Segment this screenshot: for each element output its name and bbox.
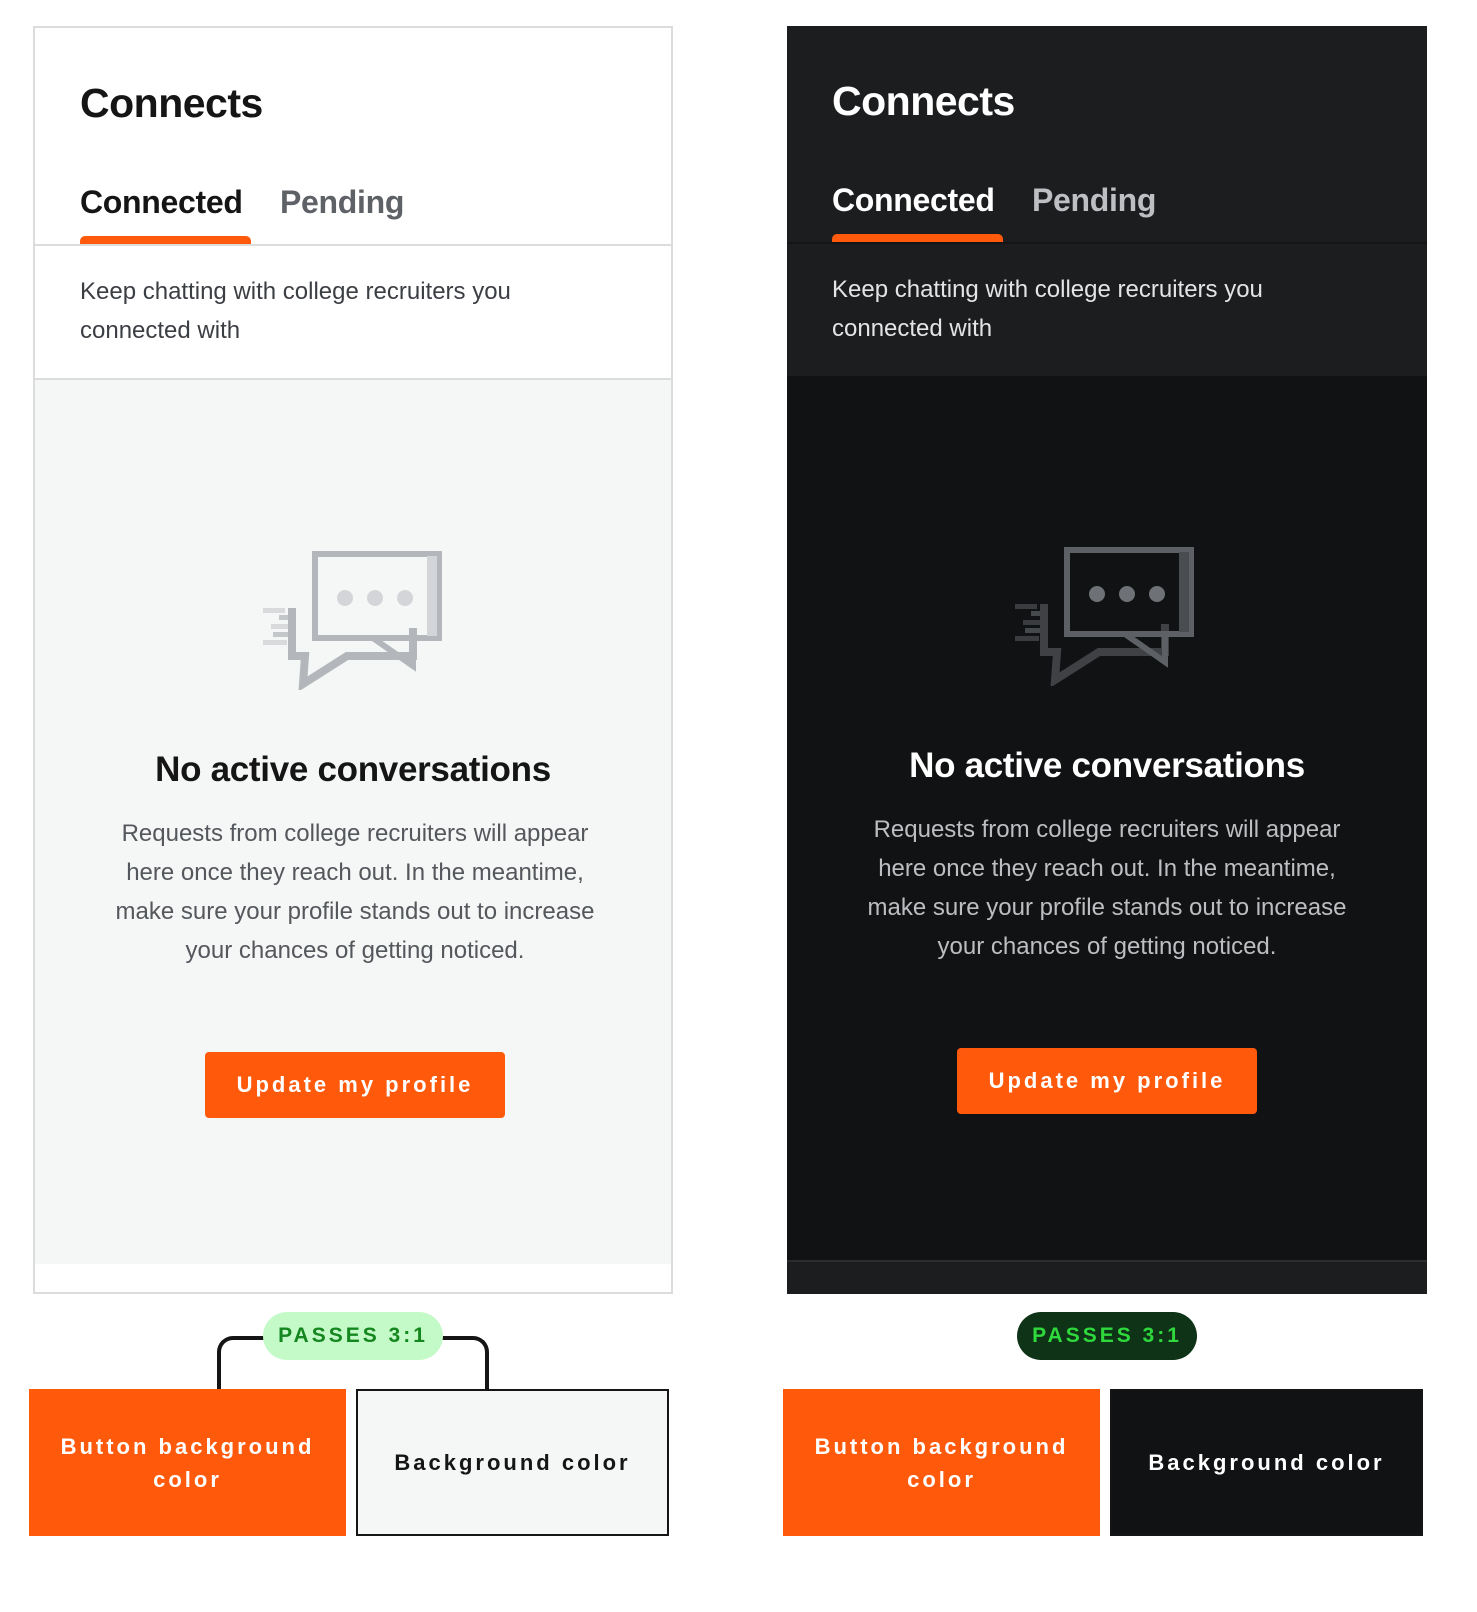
- tab-connected[interactable]: Connected: [80, 184, 243, 220]
- contrast-pass-badge: PASSES 3:1: [1017, 1312, 1197, 1360]
- card-footer: [787, 1260, 1427, 1294]
- empty-state-title: No active conversations: [909, 746, 1305, 785]
- background-swatch-label: Background color: [394, 1450, 631, 1475]
- button-color-swatch: [783, 1389, 1100, 1536]
- button-swatch-label: Button background color: [814, 1433, 1069, 1492]
- tab-pending[interactable]: Pending: [1032, 182, 1157, 218]
- update-profile-button[interactable]: Update my profile: [957, 1048, 1257, 1114]
- tab-pending[interactable]: Pending: [280, 184, 405, 220]
- empty-state: [35, 378, 671, 1264]
- background-swatch-label: Background color: [1148, 1450, 1385, 1475]
- tabs-divider: [787, 242, 1427, 244]
- page-title: Connects: [80, 80, 263, 126]
- page-subtitle: Keep chatting with college recruiters you connected with: [832, 276, 1263, 342]
- card-footer: [35, 1262, 671, 1294]
- connects-card: [787, 26, 1427, 1294]
- background-color-swatch: [356, 1389, 669, 1536]
- light-theme-panel: [33, 26, 673, 1612]
- tabs-divider: [35, 244, 671, 246]
- chat-bubbles-icon: [263, 546, 447, 690]
- page-subtitle: Keep chatting with college recruiters you connected with: [80, 278, 511, 344]
- chat-bubbles-icon: [1015, 542, 1199, 686]
- empty-state-description: Requests from college recruiters will appear here once they reach out. In the meantime, make sure your profile stands out to increase your chances of getting noticed.: [867, 816, 1347, 960]
- dark-theme-panel: [787, 26, 1427, 1612]
- empty-state-title: No active conversations: [155, 750, 551, 789]
- update-profile-button[interactable]: Update my profile: [205, 1052, 505, 1118]
- button-color-swatch: [29, 1389, 346, 1536]
- page-title: Connects: [832, 78, 1015, 124]
- background-color-swatch: [1110, 1389, 1423, 1536]
- button-swatch-label: Button background color: [60, 1433, 315, 1492]
- connects-card: [33, 26, 673, 1294]
- empty-state: [787, 376, 1427, 1260]
- tab-connected[interactable]: Connected: [832, 182, 995, 218]
- contrast-pass-badge: PASSES 3:1: [263, 1312, 443, 1360]
- empty-state-description: Requests from college recruiters will appear here once they reach out. In the meantime, make sure your profile stands out to increase your chances of getting noticed.: [115, 820, 595, 964]
